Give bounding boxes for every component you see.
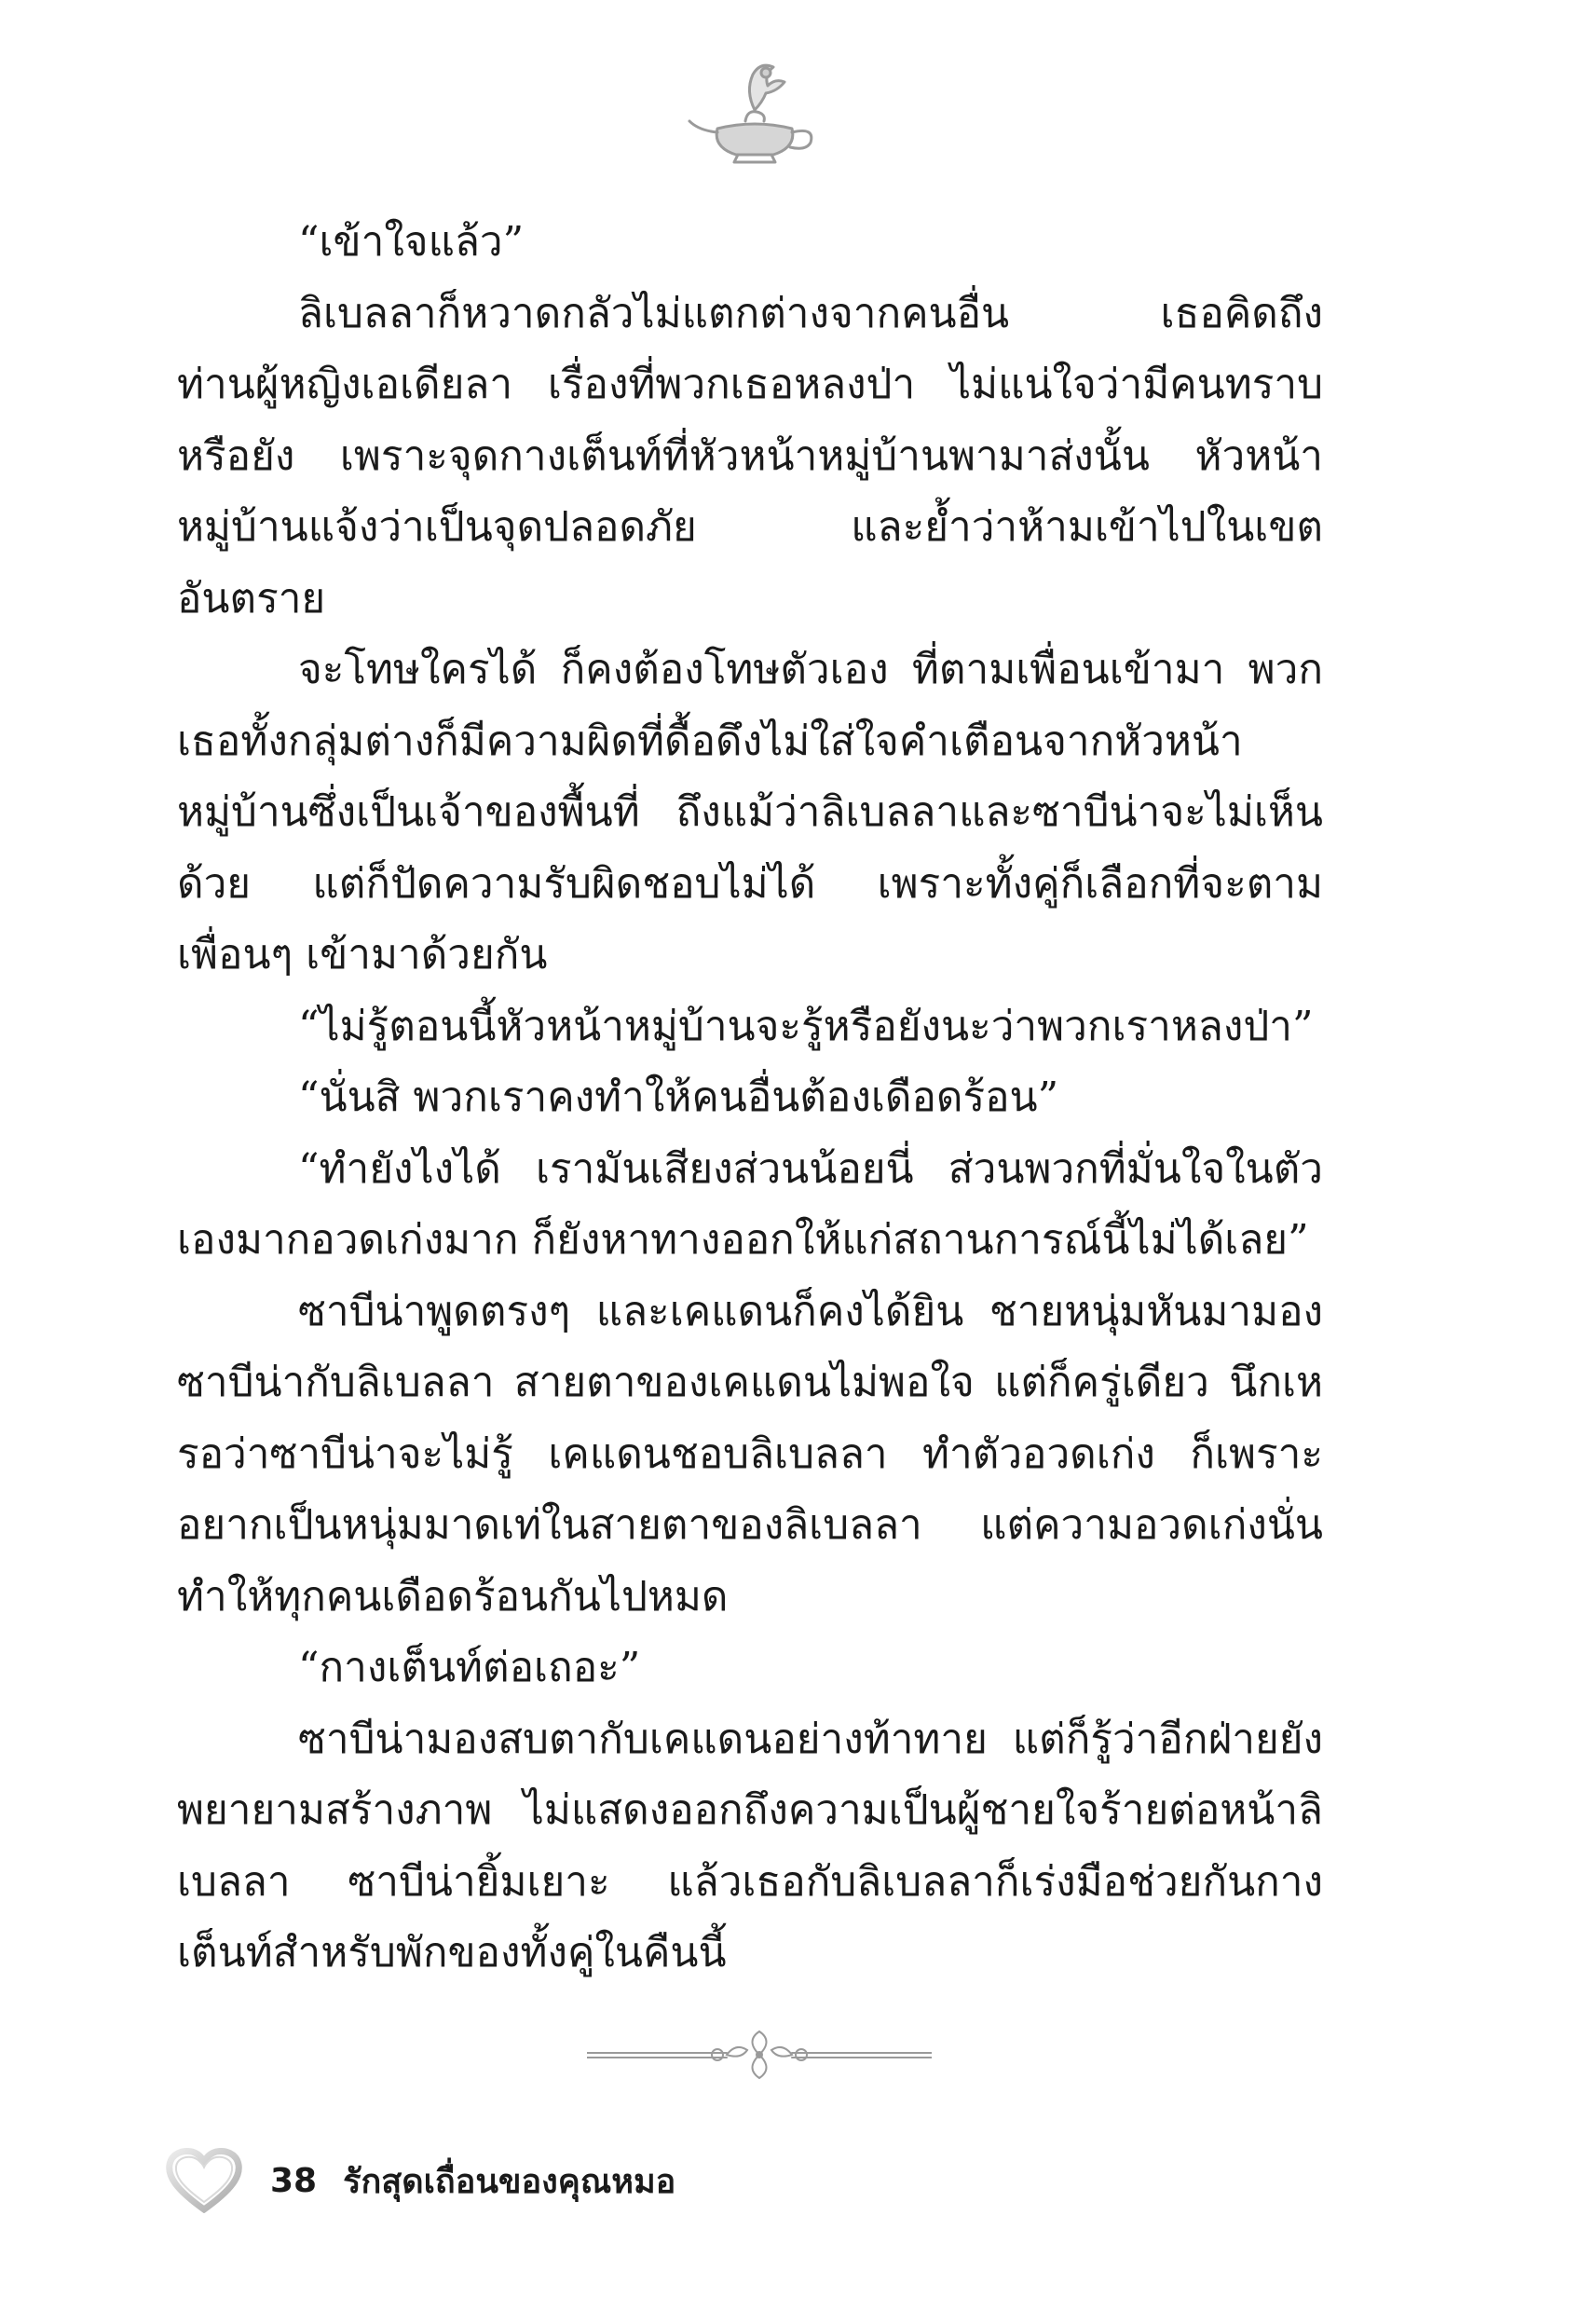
paragraph: ลิเบลลาก็หวาดกลัวไม่แตกต่างจากคนอื่น เธอคิดถึงท่านผู้หญิงเอเดียลา เรื่องที่พวกเธอหลงป่า ไม่แน่ใจว่ามีคนทราบหรือยัง เพราะจุดกางเต็นท์ที่หัวหน้าหมู่บ้านพามาส่งนั้น หัวหน้าหมู่บ้านแจ้งว่าเป็นจุดปลอดภัย และย้ำว่าห้ามเข้าไปในเขตอันตราย [177,289,1323,622]
paragraph: ซาบีน่าพูดตรงๆ และเคแดนก็คงได้ยิน ชายหนุ่มหันมามองซาบีน่ากับลิเบลลา สายตาของเคแดนไม่พอใจ แต่ก็ครู่เดียว นึกเหรอว่าซาบีน่าจะไม่รู้ เคแดนชอบลิเบลลา ทำตัวอวดเก่ง ก็เพราะอยากเป็นหนุ่มมาดเท่ในสายตาของลิเบลลา แต่ความอวดเก่งนั่นทำให้ทุกคนเดือดร้อนกันไปหมด [177,1287,1323,1620]
paragraph: “เข้าใจแล้ว” [298,218,525,266]
genie-lamp-icon [680,54,829,166]
flourish-divider-icon [587,2022,932,2087]
paragraph: จะโทษใครได้ ก็คงต้องโทษตัวเอง ที่ตามเพื่อนเข้ามา พวกเธอทั้งกลุ่มต่างก็มีความผิดที่ดื้อดึงไม่ใส่ใจคำเตือนจากหัวหน้าหมู่บ้านซึ่งเป็นเจ้าของพื้นที่ ถึงแม้ว่าลิเบลลาและซาบีน่าจะไม่เห็นด้วย แต่ก็ปัดความรับผิดชอบไม่ได้ เพราะทั้งคู่ก็เลือกที่จะตามเพื่อนๆ เข้ามาด้วยกัน [177,646,1323,978]
paragraph: “ทำยังไงได้ เรามันเสียงส่วนน้อยนี่ ส่วนพวกที่มั่นใจในตัวเองมากอวดเก่งมาก ก็ยังหาทางออกให้แก่สถานการณ์นี้ไม่ได้เลย” [177,1144,1323,1264]
page-number: 38 [270,2161,318,2200]
paragraph: “นั่นสิ พวกเราคงทำให้คนอื่นต้องเดือดร้อน” [298,1073,1059,1121]
page-footer [166,2143,675,2218]
chapter-body-text [177,207,1323,1990]
paragraph: “กางเต็นท์ต่อเถอะ” [298,1644,641,1691]
paragraph: “ไม่รู้ตอนนี้หัวหน้าหมู่บ้านจะรู้หรือยังนะว่าพวกเราหลงป่า” [298,1002,1314,1050]
book-title: รักสุดเถื่อนของคุณหมอ [343,2162,676,2201]
heart-icon [166,2148,242,2213]
paragraph: ซาบีน่ามองสบตากับเคแดนอย่างท้าทาย แต่ก็รู้ว่าอีกฝ่ายยังพยายามสร้างภาพ ไม่แสดงออกถึงความเป็นผู้ชายใจร้ายต่อหน้าลิเบลลา ซาบีน่ายิ้มเยาะ แล้วเธอกับลิเบลลาก็เร่งมือช่วยกันกางเต็นท์สำหรับพักของทั้งคู่ในคืนนี้ [177,1715,1323,1976]
